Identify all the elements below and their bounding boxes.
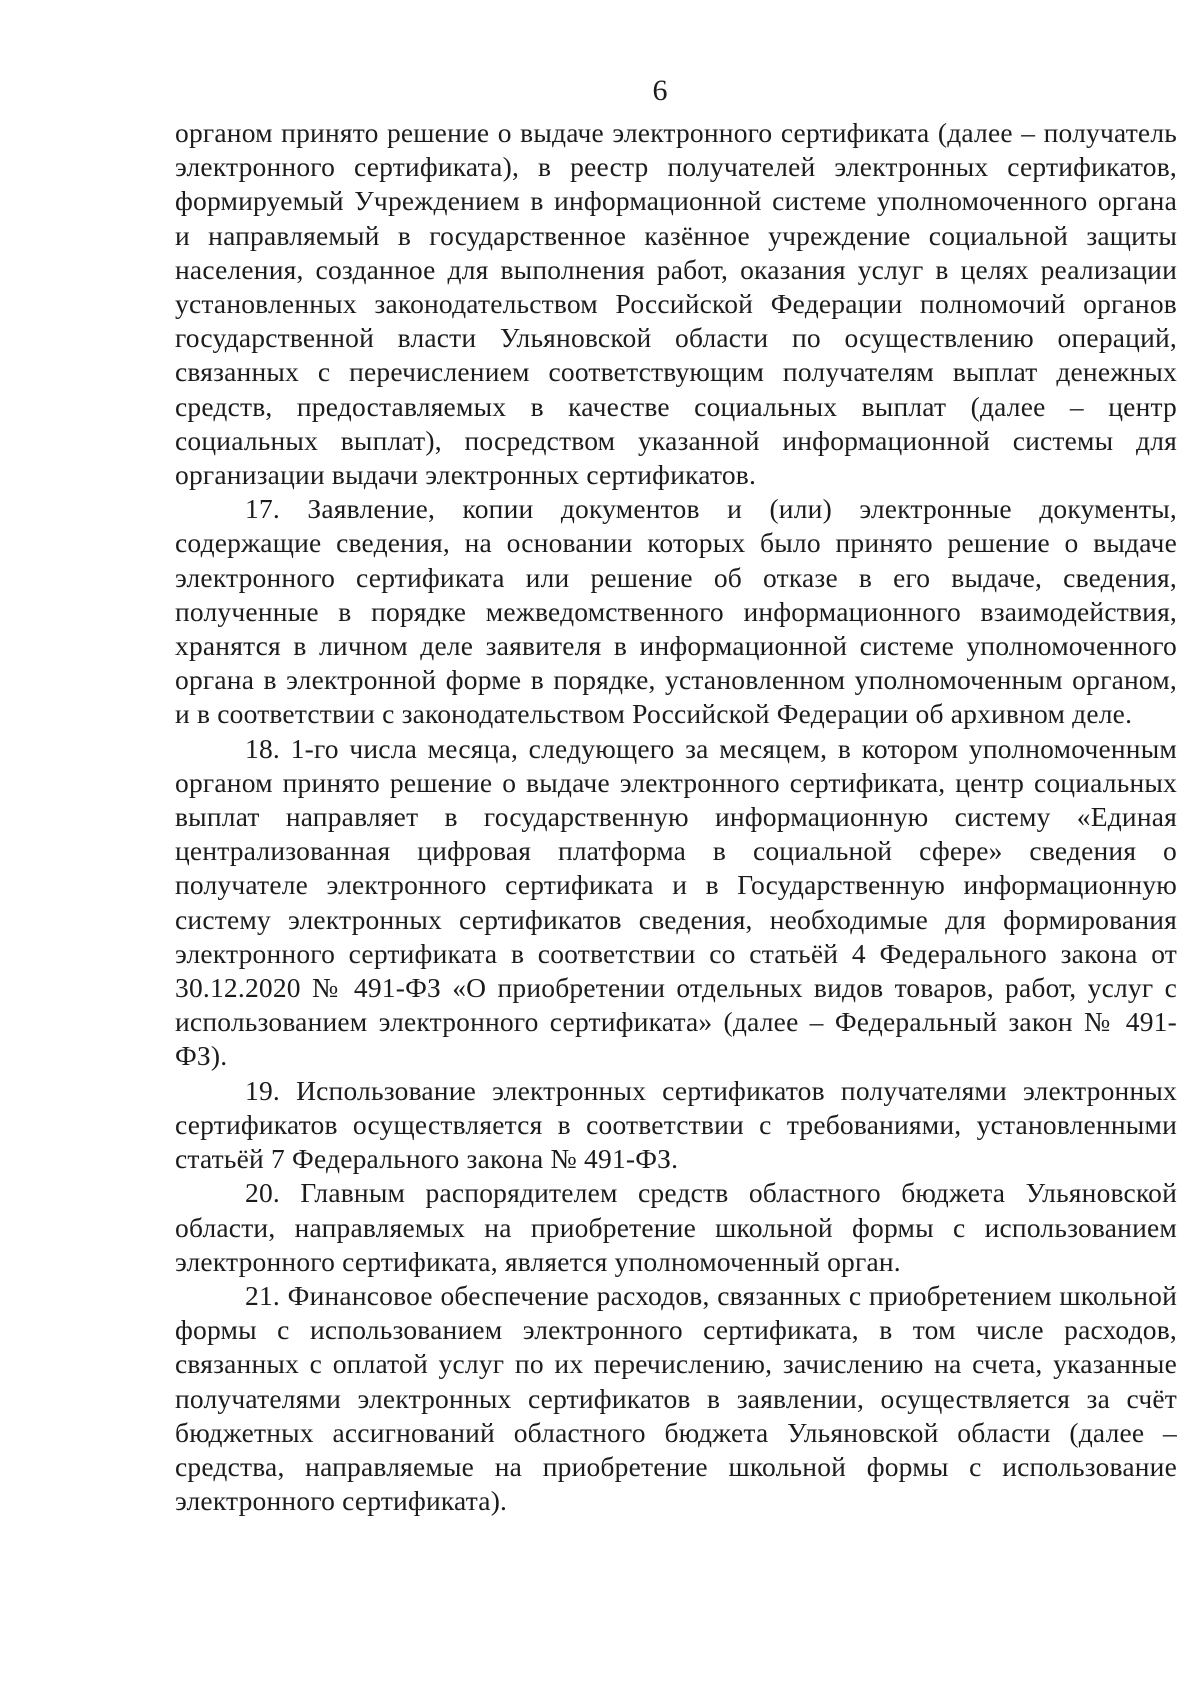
paragraph-20: 20. Главным распорядителем средств областного бюджета Ульяновской области, направляемых на приобретение школьной формы с использованием электронного сертификата, является уполномоченный орган. [175,1177,1177,1277]
paragraph-18: 18. 1-го числа месяца, следующего за месяцем, в котором уполномоченным органом принято решение о выдаче электронного сертификата, центр социальных выплат направляет в государственную информационную систему «Единая централизованная цифровая платформа в социальной сфере» сведения о получателе электронного сертификата и в Государственную информационную систему электронных сертификатов сведения, необходимые для формирования электронного сертификата в соответствии со статьёй 4 Федерального закона от 30.12.2020 № 491-ФЗ «О приобретении отдельных видов товаров, работ, услуг с использованием электронного сертификата» (далее – Федеральный закон № 491-ФЗ). [175,732,1177,1072]
page-number: 6 [652,74,668,107]
paragraph-19: 19. Использование электронных сертификатов получателями электронных сертификатов осуществляется в соответствии с требованиями, установленными статьёй 7 Федерального закона № 491-ФЗ. [175,1074,1177,1175]
paragraph-17: 17. Заявление, копии документов и (или) электронные документы, содержащие сведения, на основании которых было принято решение о выдаче электронного сертификата или решение об отказе в его выдаче, сведения, полученные в порядке межведомственного информационного взаимодействия, хранятся в личном деле заявителя в информационной системе уполномоченного органа в электронной форме в порядке, установленном уполномоченным органом, и в соответствии с законодательством Российской Федерации об архивном деле. [175,493,1177,730]
paragraph-continuation: органом принято решение о выдаче электронного сертификата (далее – получатель электронного сертификата), в реестр получателей электронных сертификатов, формируемый Учреждением в информационной системе уполномоченного органа и направляемый в государственное казённое учреждение социальной защиты населения, созданное для выполнения работ, оказания услуг в целях реализации установленных законодательством Российской Федерации полномочий органов государственной власти Ульяновской области по осуществлению операций, связанных с перечислением соответствующим получателям выплат денежных средств, предоставляемых в качестве социальных выплат (далее – центр социальных выплат), посредством указанной информационной системы для организации выдачи электронных сертификатов. [175,117,1177,491]
document-body [175,116,1177,1518]
paragraph-21: 21. Финансовое обеспечение расходов, связанных с приобретением школьной формы с использованием электронного сертификата, в том числе расходов, связанных с оплатой услуг по их перечислению, зачислению на счета, указанные получателями электронных сертификатов в заявлении, осуществляется за счёт бюджетных ассигнований областного бюджета Ульяновской области (далее – средства, направляемые на приобретение школьной формы с использование электронного сертификата). [175,1279,1177,1517]
